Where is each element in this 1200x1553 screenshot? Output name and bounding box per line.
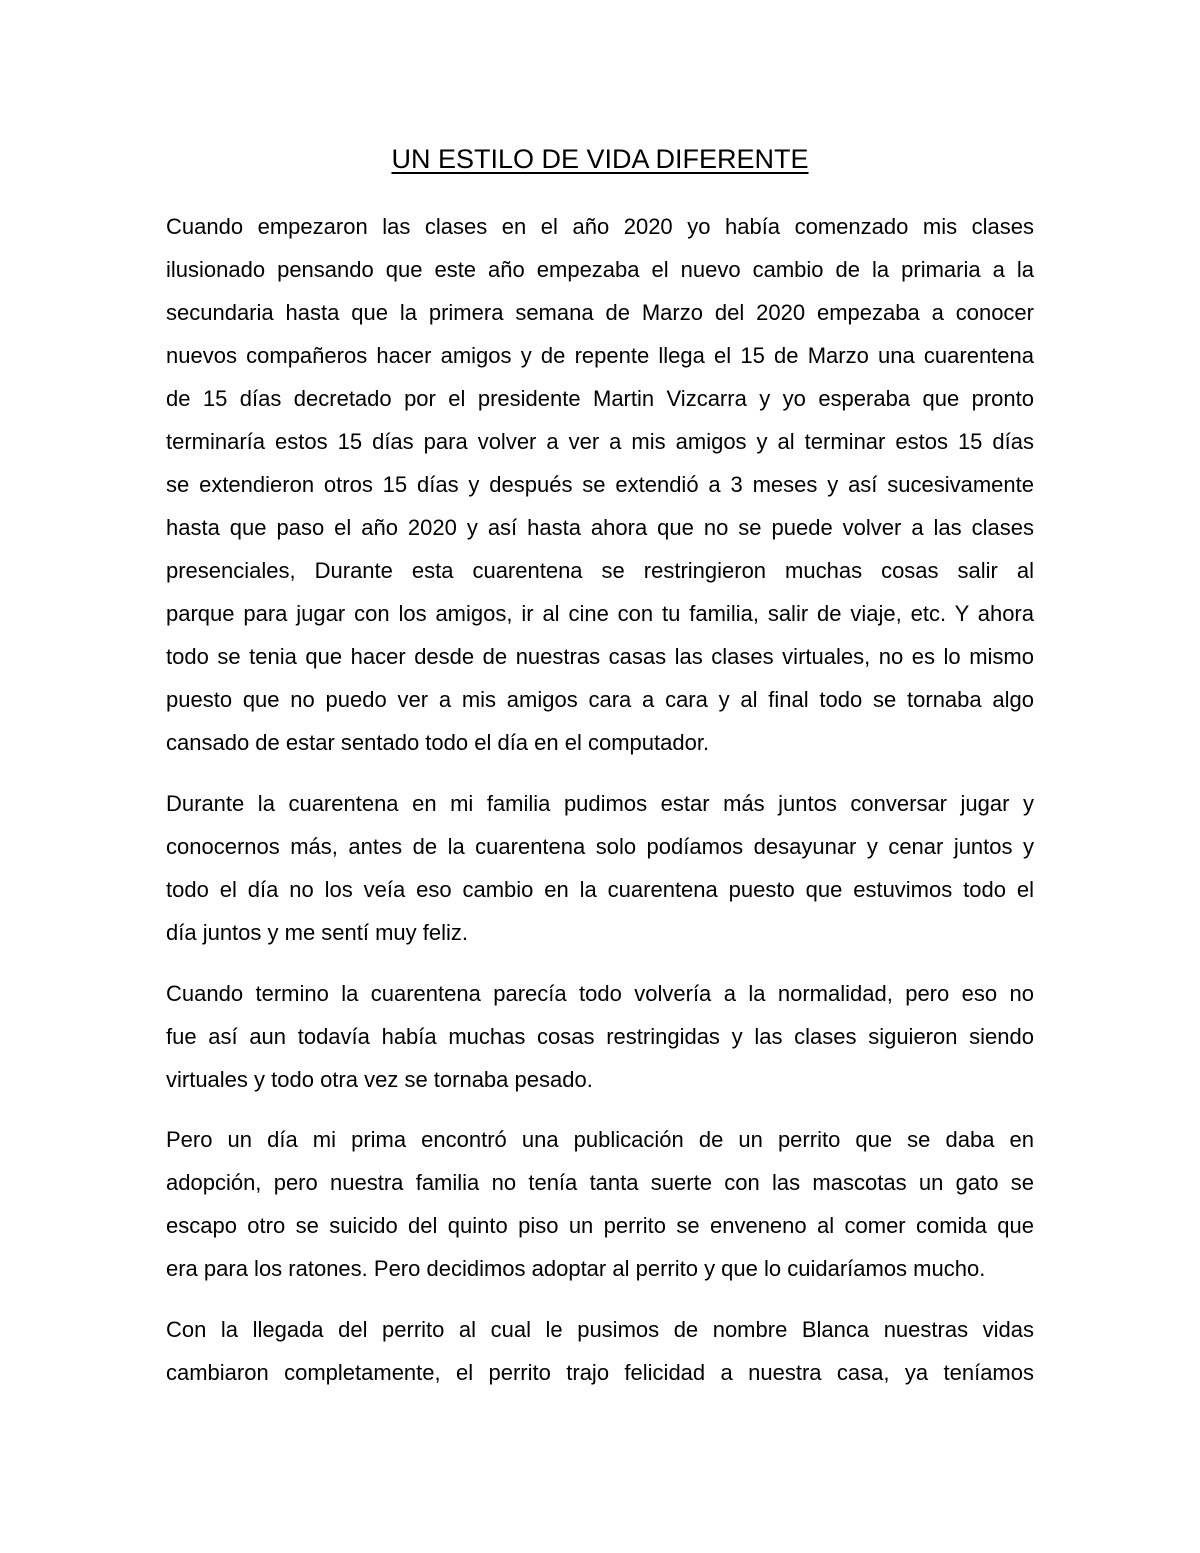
paragraph-line: cambiaron completamente, el perrito trajo felicidad a nuestra casa, ya teníamos (166, 1360, 1034, 1385)
paragraph-line: fue así aun todavía había muchas cosas restringidas y las clases siguieron siendo (166, 1024, 1034, 1049)
paragraph-line: presenciales, Durante esta cuarentena se restringieron muchas cosas salir al (166, 558, 1034, 583)
paragraph-line: virtuales y todo otra vez se tornaba pesado. (166, 1067, 593, 1092)
paragraph-line: ilusionado pensando que este año empezaba el nuevo cambio de la primaria a la (166, 257, 1034, 282)
paragraph-line: secundaria hasta que la primera semana de Marzo del 2020 empezaba a conocer (166, 300, 1034, 325)
paragraph-line: adopción, pero nuestra familia no tenía tanta suerte con las mascotas un gato se (166, 1170, 1034, 1195)
paragraph-line: de 15 días decretado por el presidente Martin Vizcarra y yo esperaba que pronto (166, 386, 1034, 411)
paragraph-line: hasta que paso el año 2020 y así hasta ahora que no se puede volver a las clases (166, 515, 1034, 540)
paragraph-line: conocernos más, antes de la cuarentena solo podíamos desayunar y cenar juntos y (166, 834, 1034, 859)
paragraph-line: Con la llegada del perrito al cual le pusimos de nombre Blanca nuestras vidas (166, 1317, 1034, 1342)
paragraph-line: terminaría estos 15 días para volver a ver a mis amigos y al terminar estos 15 días (166, 429, 1034, 454)
paragraph-line: escapo otro se suicido del quinto piso un perrito se enveneno al comer comida que (166, 1213, 1034, 1238)
paragraph-line: Durante la cuarentena en mi familia pudimos estar más juntos conversar jugar y (166, 791, 1034, 816)
paragraph-line: se extendieron otros 15 días y después se extendió a 3 meses y así sucesivamente (166, 472, 1034, 497)
paragraph-line: cansado de estar sentado todo el día en el computador. (166, 730, 710, 755)
paragraph-line: todo se tenia que hacer desde de nuestras casas las clases virtuales, no es lo mismo (166, 644, 1034, 669)
paragraph-line: puesto que no puedo ver a mis amigos cara a cara y al final todo se tornaba algo (166, 687, 1034, 712)
paragraph-line: día juntos y me sentí muy feliz. (166, 920, 469, 945)
paragraph-line: todo el día no los veía eso cambio en la cuarentena puesto que estuvimos todo el (166, 877, 1034, 902)
document-title: UN ESTILO DE VIDA DIFERENTE (391, 144, 809, 174)
paragraph-line: Pero un día mi prima encontró una publicación de un perrito que se daba en (166, 1127, 1034, 1152)
paragraph-line: parque para jugar con los amigos, ir al cine con tu familia, salir de viaje, etc. Y ahora (166, 601, 1034, 626)
paragraph-line: Cuando empezaron las clases en el año 2020 yo había comenzado mis clases (166, 214, 1034, 239)
paragraph-line: era para los ratones. Pero decidimos adoptar al perrito y que lo cuidaríamos mucho. (166, 1256, 986, 1281)
paragraph-line: nuevos compañeros hacer amigos y de repente llega el 15 de Marzo una cuarentena (166, 343, 1034, 368)
paragraph-line: Cuando termino la cuarentena parecía todo volvería a la normalidad, pero eso no (166, 981, 1034, 1006)
